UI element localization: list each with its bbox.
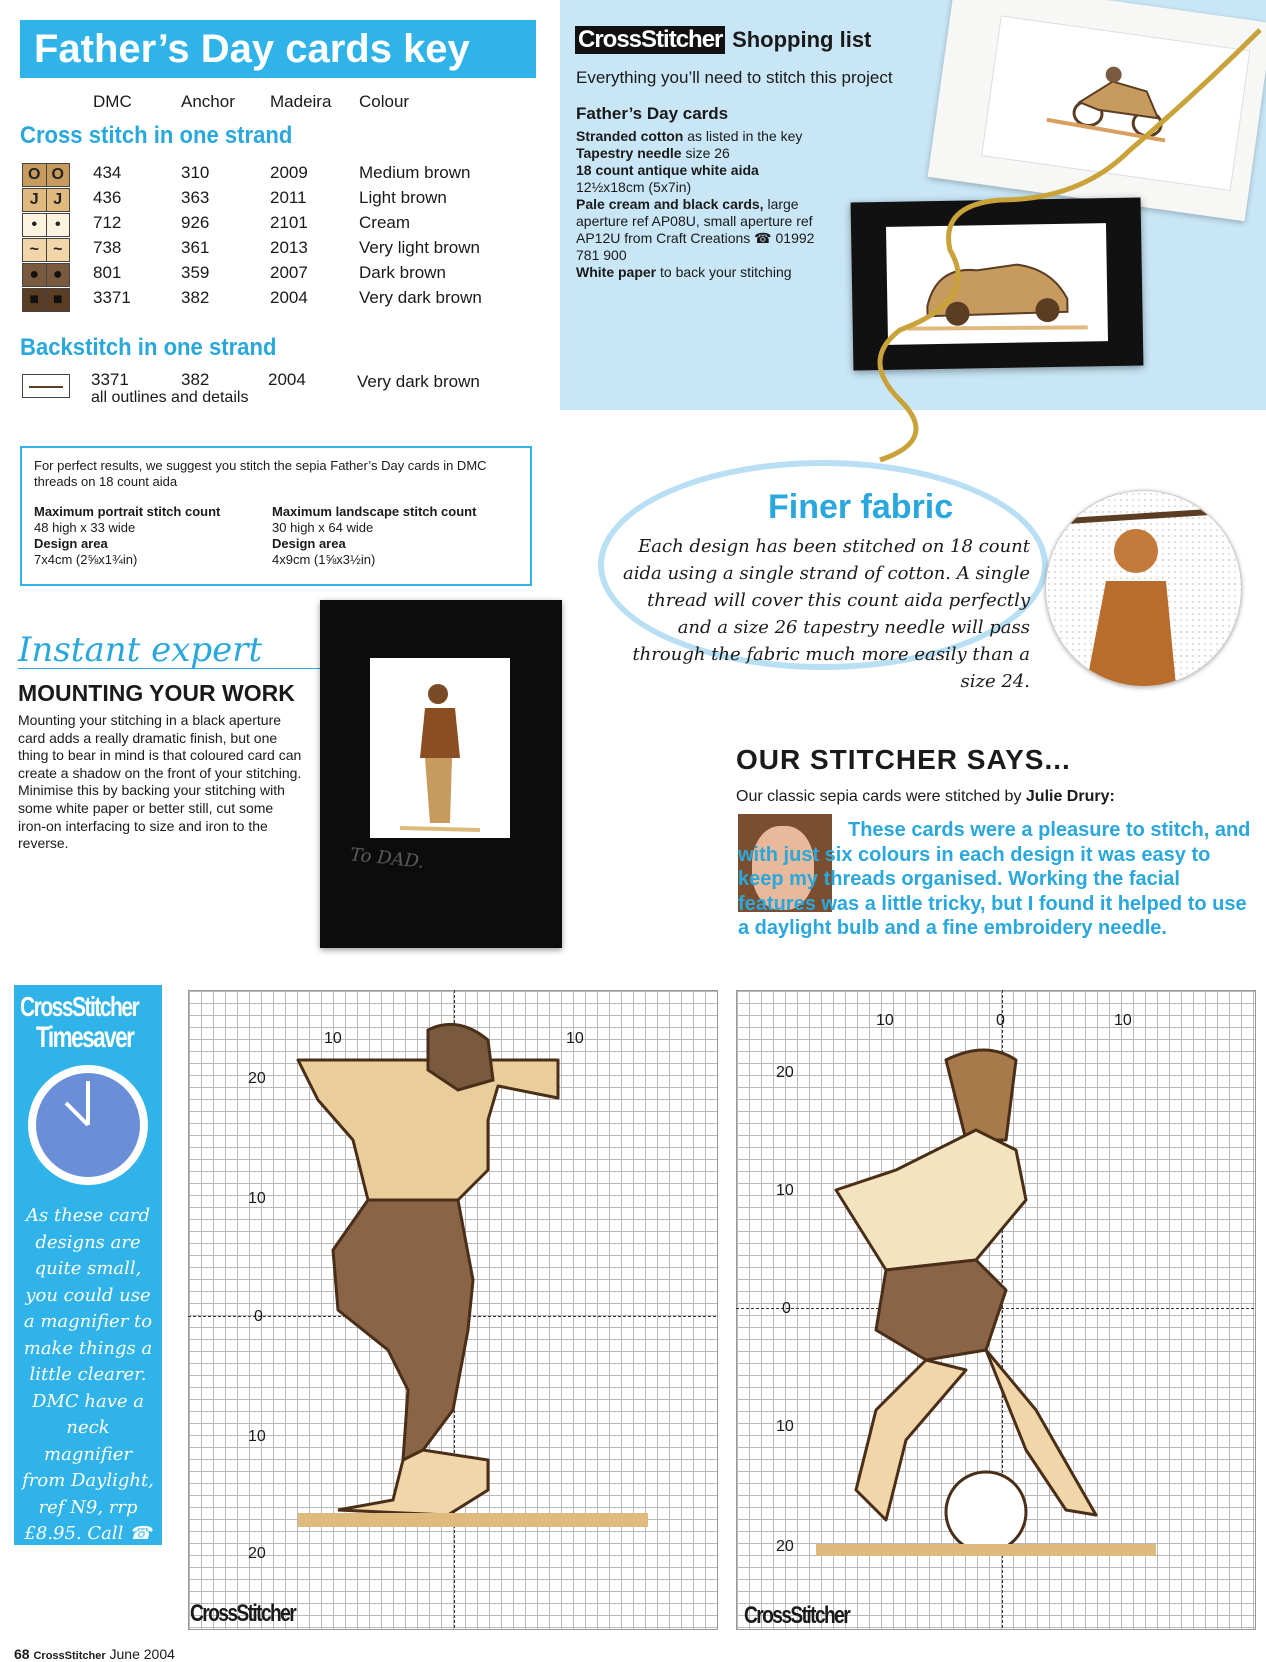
footballer-row-label-2: 10 [776, 1182, 794, 1199]
stitcher-subtitle [736, 788, 1115, 806]
shop-project: Father’s Day cards [576, 104, 729, 123]
footballer-col-label-2: 0 [996, 1012, 1005, 1029]
key-dmc: 712 [93, 213, 122, 232]
expert-title: MOUNTING YOUR WORK [18, 680, 295, 706]
key-anchor: 359 [181, 263, 210, 282]
swatch-symbol: O [23, 164, 47, 186]
backstitch-swatch [22, 374, 70, 398]
page-number: 68 [14, 1646, 30, 1662]
landscape-area-label: Design area [272, 536, 346, 551]
back-anchor: 382 [181, 370, 210, 389]
portrait-count-label: Maximum portrait stitch count [34, 504, 221, 519]
fabric-title: Finer fabric [768, 488, 954, 526]
stitcher-title: OUR STITCHER SAYS... [736, 744, 1071, 775]
shop-item-detail: large aperture ref AP08U, small aperture ref AP12U from Craft Creations ☎ 01992 781 900 [576, 196, 815, 263]
golfer-col-label-1: 10 [324, 1030, 342, 1047]
footballer-row-label-4: 10 [776, 1418, 794, 1435]
key-dmc: 434 [93, 163, 122, 182]
footballer-col-label-1: 10 [876, 1012, 894, 1029]
colour-swatch [22, 163, 70, 187]
expert-body: Mounting your stitching in a black aperture card adds a really dramatic finish, but one thing to bear in mind is that coloured card can create a shadow on the front of your stitching. Minimise this by backing your stitching with some white paper or better still, cut some iron-on interfacing to size and iron to the reverse. [18, 712, 302, 852]
footer-brand: CrossStitcher [33, 1650, 106, 1662]
back-madeira: 2004 [268, 370, 306, 389]
timesaver-title: Timesaver [36, 1021, 134, 1054]
key-row [0, 263, 520, 288]
key-madeira: 2101 [270, 213, 308, 232]
colour-swatch [22, 288, 70, 312]
key-colour: Cream [359, 213, 411, 232]
shop-subtitle: Everything you’ll need to stitch this project [576, 68, 893, 87]
key-dmc: 801 [93, 263, 122, 282]
key-madeira: 2007 [270, 263, 308, 282]
key-anchor: 382 [181, 288, 210, 307]
shopping-panel [560, 0, 1266, 410]
footballer-chart [736, 990, 1256, 1630]
swatch-symbol: • [23, 214, 47, 236]
key-anchor: 361 [181, 238, 210, 257]
footballer-row-label-1: 20 [776, 1064, 794, 1081]
info-intro: For perfect results, we suggest you stitch the sepia Father’s Day cards in DMC threads on 18 count aida [34, 458, 487, 489]
key-table [0, 163, 520, 313]
landscape-count-value: 30 high x 64 wide [272, 520, 374, 535]
back-colour: Very dark brown [357, 372, 480, 391]
key-colour: Very dark brown [359, 288, 482, 307]
golfer-row-label-4: 10 [248, 1428, 266, 1445]
golfer-row-label-2: 10 [248, 1190, 266, 1207]
shop-item-name: White paper [576, 264, 657, 280]
back-note: all outlines and details [91, 389, 249, 406]
swatch-symbol: ● [23, 264, 47, 286]
stitch-count-box [20, 446, 532, 586]
key-colour: Light brown [359, 188, 447, 207]
golfer-col-label-3: 10 [566, 1030, 584, 1047]
swatch-symbol: ~ [53, 241, 63, 258]
colour-swatch [22, 188, 70, 212]
golfer-card-photo [320, 600, 562, 948]
shop-item-name: Tapestry needle [576, 145, 682, 161]
shop-item-detail: to back your stitching [660, 264, 792, 280]
shop-item-name: Stranded cotton [576, 128, 684, 144]
shop-item-detail: as listed in the key [687, 128, 803, 144]
portrait-count-value: 48 high x 33 wide [34, 520, 136, 535]
fabric-body: Each design has been stitched on 18 count aida using a single strand of cotton. A single thread will cover this count aida perfectly and a size 26 tapestry needle will pass through the fabric much more easily than a size 24. [623, 536, 1030, 692]
portrait-area-label: Design area [34, 536, 108, 551]
expert-kicker: Instant expert [18, 630, 263, 670]
footballer-pattern [736, 990, 1254, 1628]
swatch-symbol: ■ [52, 291, 63, 308]
key-row [0, 163, 520, 188]
key-dmc: 3371 [93, 288, 131, 307]
swatch-symbol: ● [52, 266, 63, 283]
landscape-area-value: 4x9cm (1⅝x3½in) [272, 552, 376, 567]
footballer-col-label-3: 10 [1114, 1012, 1132, 1029]
colour-swatch [22, 238, 70, 262]
timesaver-body: As these card designs are quite small, you could use a magnifier to make things a little clearer. DMC have a neck magnifier from Daylight, ref N9, rrp £8.95. Call ☎ 0116 281 1040 for details. [22, 1205, 154, 1624]
col-colour: Colour [359, 92, 410, 111]
key-colour: Very light brown [359, 238, 480, 257]
key-colour: Dark brown [359, 263, 446, 282]
golfer-chart-brand: CrossStitcher [190, 1600, 296, 1627]
swatch-symbol: ~ [23, 239, 47, 261]
clock-icon [26, 1063, 150, 1187]
key-madeira: 2013 [270, 238, 308, 257]
golfer-pattern [188, 990, 716, 1628]
shop-item-name: 18 count antique white aida [576, 162, 759, 178]
swatch-symbol: ■ [23, 289, 47, 311]
key-madeira: 2004 [270, 288, 308, 307]
stitcher-sub-text: Our classic sepia cards were stitched by [736, 788, 1026, 805]
landscape-count-label: Maximum landscape stitch count [272, 504, 477, 519]
golfer-row-label-1: 20 [248, 1070, 266, 1087]
key-anchor: 310 [181, 163, 210, 182]
key-row [0, 238, 520, 263]
expert-rule [18, 668, 348, 669]
card-handwriting: To DAD. [349, 844, 426, 873]
key-row [0, 213, 520, 238]
stitched-golfer-icon [370, 658, 510, 838]
key-madeira: 2011 [270, 188, 307, 207]
swatch-symbol: J [53, 191, 63, 208]
shop-item-name: Pale cream and black cards, [576, 196, 764, 212]
col-anchor: Anchor [181, 92, 235, 111]
back-dmc: 3371 [91, 370, 129, 389]
stitcher-name: Julie Drury: [1025, 788, 1115, 805]
swatch-symbol: J [23, 189, 47, 211]
key-row [0, 188, 520, 213]
footer-issue: June 2004 [109, 1646, 175, 1662]
stitcher-quote: These cards were a pleasure to stitch, and with just six colours in each design it was easy to keep my threads organised. Working the facial features was a little tricky, but I found it helped to use a daylight bulb and a fine embroidery needle. [738, 819, 1251, 940]
col-dmc: DMC [93, 92, 132, 111]
key-dmc: 738 [93, 238, 122, 257]
footballer-chart-brand: CrossStitcher [744, 1602, 850, 1629]
footballer-row-label-5: 20 [776, 1538, 794, 1555]
footballer-row-label-3: 0 [782, 1300, 791, 1317]
key-row [0, 288, 520, 313]
shop-item-detail: 12½x18cm (5x7in) [576, 179, 692, 195]
col-madeira: Madeira [270, 92, 332, 111]
swatch-symbol: O [51, 166, 64, 183]
backstitch-heading: Backstitch in one strand [20, 334, 277, 361]
gold-ribbon-icon [700, 0, 1266, 470]
golfer-fabric-closeup [1045, 490, 1242, 687]
key-title: Father’s Day cards key [20, 20, 536, 78]
shop-brand: CrossStitcher [575, 26, 725, 54]
timesaver-brand: CrossStitcher [20, 991, 139, 1022]
key-anchor: 363 [181, 188, 210, 207]
cross-stitch-heading: Cross stitch in one strand [20, 122, 293, 149]
key-dmc: 436 [93, 188, 122, 207]
colour-swatch [22, 263, 70, 287]
colour-swatch [22, 213, 70, 237]
golfer-icon [1046, 491, 1241, 686]
golfer-row-label-5: 20 [248, 1545, 266, 1562]
page-footer [14, 1646, 175, 1662]
key-anchor: 926 [181, 213, 210, 232]
key-madeira: 2009 [270, 163, 308, 182]
golfer-row-label-3: 0 [254, 1308, 263, 1325]
golfer-chart [188, 990, 718, 1630]
key-colour: Medium brown [359, 163, 471, 182]
timesaver-panel [14, 985, 162, 1624]
shop-title: Shopping list [732, 27, 872, 52]
portrait-area-value: 7x4cm (2⅝x1¾in) [34, 552, 138, 567]
shop-item-detail: size 26 [685, 145, 730, 161]
swatch-symbol: • [54, 216, 61, 233]
